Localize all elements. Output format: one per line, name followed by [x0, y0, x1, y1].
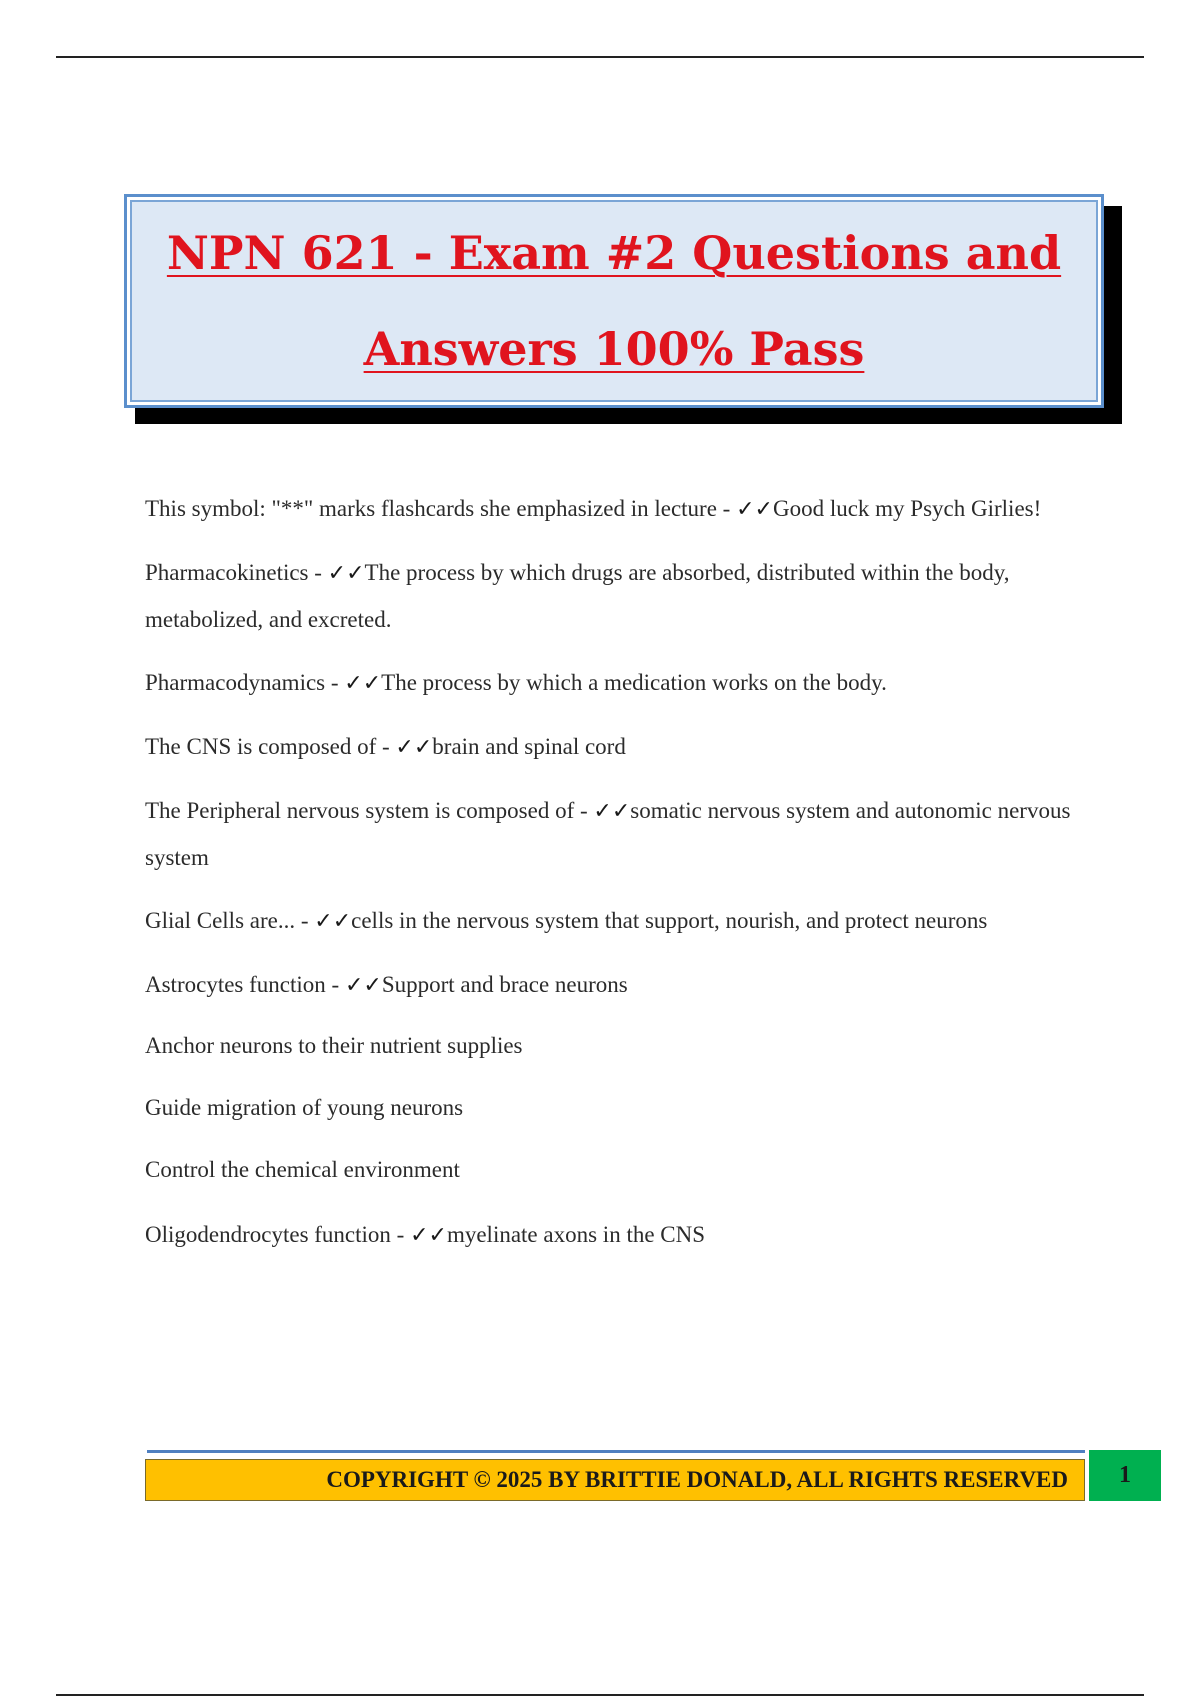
entry-question: The Peripheral nervous system is composed of - — [145, 798, 594, 823]
flashcard-list — [145, 486, 1095, 1276]
flashcard-entry — [145, 486, 1095, 533]
entry-answer: The process by which drugs are absorbed, distributed within the body, metabolized, and excreted. — [145, 560, 1010, 632]
entry-question: This symbol: "**" marks flashcards she emphasized in lecture - — [145, 496, 737, 521]
double-check-icon: ✓✓ — [593, 799, 631, 824]
entry-text: Anchor neurons to their nutrient supplies — [145, 1033, 523, 1058]
flashcard-entry — [145, 962, 1095, 1009]
flashcard-entry — [145, 1150, 1095, 1190]
double-check-icon: ✓✓ — [327, 561, 365, 586]
flashcard-entry — [145, 1088, 1095, 1128]
entry-answer: myelinate axons in the CNS — [446, 1222, 706, 1247]
flashcard-entry — [145, 898, 1095, 945]
flashcard-entry — [145, 724, 1095, 771]
flashcard-entry — [145, 788, 1095, 881]
entry-answer: cells in the nervous system that support, nourish, and protect neurons — [351, 908, 988, 933]
double-check-icon: ✓✓ — [410, 1223, 447, 1248]
entry-answer: somatic nervous system and autonomic nervous system — [145, 798, 1071, 870]
entry-answer: brain and spinal cord — [432, 734, 626, 759]
entry-question: Pharmacodynamics - — [145, 670, 345, 695]
entry-text: Guide migration of young neurons — [145, 1095, 464, 1120]
flashcard-entry — [145, 660, 1095, 707]
flashcard-entry — [145, 1212, 1095, 1259]
copyright-bar — [145, 1459, 1085, 1501]
entry-answer: Good luck my Psych Girlies! — [772, 496, 1042, 521]
entry-question: The CNS is composed of - — [145, 734, 396, 759]
entry-question: Oligodendrocytes function - — [145, 1222, 411, 1247]
document-title-line-1: NPN 621 - Exam #2 Questions and — [166, 226, 1062, 280]
top-rule — [56, 56, 1144, 58]
page-number: 1 — [1119, 1462, 1131, 1488]
double-check-icon: ✓✓ — [736, 497, 773, 522]
double-check-icon: ✓✓ — [314, 909, 352, 934]
entry-text: Control the chemical environment — [145, 1157, 460, 1182]
title-box — [124, 194, 1104, 408]
flashcard-entry — [145, 550, 1095, 643]
footer-divider — [147, 1450, 1085, 1453]
flashcard-entry — [145, 1026, 1095, 1066]
entry-question: Glial Cells are... - — [145, 908, 315, 933]
copyright-text: COPYRIGHT © 2025 BY BRITTIE DONALD, ALL RIGHTS RESERVED — [326, 1467, 1068, 1492]
double-check-icon: ✓✓ — [344, 671, 382, 696]
document-title-line-2: Answers 100% Pass — [363, 322, 865, 376]
entry-answer: Support and brace neurons — [381, 972, 628, 997]
double-check-icon: ✓✓ — [395, 735, 433, 760]
page-number-box — [1089, 1450, 1161, 1501]
double-check-icon: ✓✓ — [344, 973, 382, 998]
bottom-rule — [56, 1694, 1144, 1696]
entry-answer: The process by which a medication works on the body. — [381, 670, 887, 695]
entry-question: Pharmacokinetics - — [145, 560, 328, 585]
entry-question: Astrocytes function - — [145, 972, 345, 997]
